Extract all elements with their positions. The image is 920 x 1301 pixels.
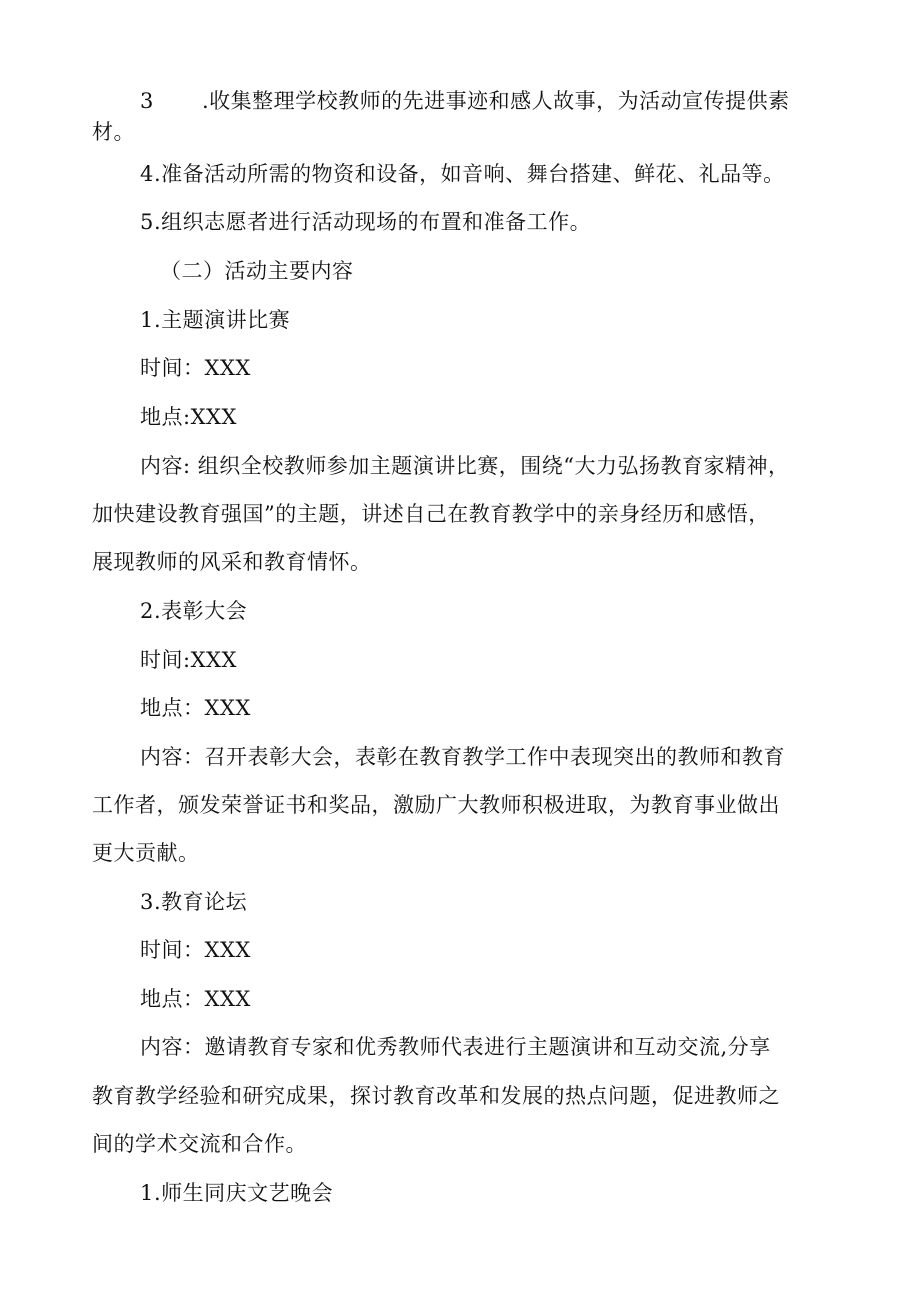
- activity-4-number: 1: [140, 1181, 154, 1205]
- activity-3-place: 地点：XXX: [140, 987, 251, 1011]
- prep-item-5-number: 5: [140, 210, 154, 234]
- prep-item-3: [140, 86, 790, 116]
- activity-3-content-line-3: 间的学术交流和合作。: [92, 1132, 307, 1156]
- prep-item-5-text: .组织志愿者进行活动现场的布置和准备工作。: [154, 210, 592, 234]
- activity-3-time: 时间：XXX: [140, 938, 251, 962]
- activity-1-content-line-2: 加快建设教育强国”的主题，讲述自己在教育教学中的亲身经历和感悟，: [92, 502, 770, 526]
- prep-item-4-number: 4: [140, 162, 154, 186]
- activity-2-content-line-3: 更大贡献。: [92, 841, 200, 865]
- activity-2-number: 2: [140, 599, 154, 623]
- prep-item-4-text: .准备活动所需的物资和设备，如音响、舞台搭建、鲜花、礼品等。: [154, 162, 785, 186]
- activity-4-title-text: .师生同庆文艺晚会: [154, 1181, 334, 1205]
- section-heading: （二）活动主要内容: [160, 259, 354, 283]
- activity-2-content-line-2: 工作者，颁发荣誉证书和奖品，激励广大教师积极进取，为教育事业做出: [92, 793, 780, 817]
- prep-item-4: [140, 159, 785, 189]
- activity-1-content-line-3: 展现教师的风采和教育情怀。: [92, 550, 372, 574]
- activity-4-title: [140, 1178, 333, 1208]
- activity-3-number: 3: [140, 890, 154, 914]
- activity-1-time: 时间：XXX: [140, 356, 251, 380]
- activity-1-content-line-1: 内容: 组织全校教师参加主题演讲比赛，围绕“大力弘扬教育家精神，: [140, 454, 790, 478]
- activity-2-place: 地点：XXX: [140, 696, 251, 720]
- activity-2-time: 时间:XXX: [140, 648, 237, 672]
- activity-3-title-text: .教育论坛: [154, 890, 248, 914]
- activity-1-title: [140, 305, 290, 335]
- activity-3-title: [140, 887, 247, 917]
- activity-3-content-line-2: 教育教学经验和研究成果，探讨教育改革和发展的热点问题，促进教师之: [92, 1084, 780, 1108]
- activity-1-place: 地点:XXX: [140, 405, 237, 429]
- prep-item-5: [140, 207, 591, 237]
- activity-1-number: 1: [140, 308, 154, 332]
- prep-item-3-number: 3: [140, 89, 154, 113]
- activity-1-title-text: .主题演讲比赛: [154, 308, 291, 332]
- activity-3-content-line-1: 内容：邀请教育专家和优秀教师代表进行主题演讲和互动交流,分享: [140, 1035, 771, 1059]
- prep-item-3-continuation: 材。: [92, 120, 135, 144]
- prep-item-3-text: .收集整理学校教师的先进事迹和感人故事，为活动宣传提供素: [202, 89, 790, 113]
- activity-2-content-line-1: 内容：召开表彰大会，表彰在教育教学工作中表现突出的教师和教育: [140, 745, 785, 769]
- activity-2-title-text: .表彰大会: [154, 599, 248, 623]
- activity-2-title: [140, 596, 247, 626]
